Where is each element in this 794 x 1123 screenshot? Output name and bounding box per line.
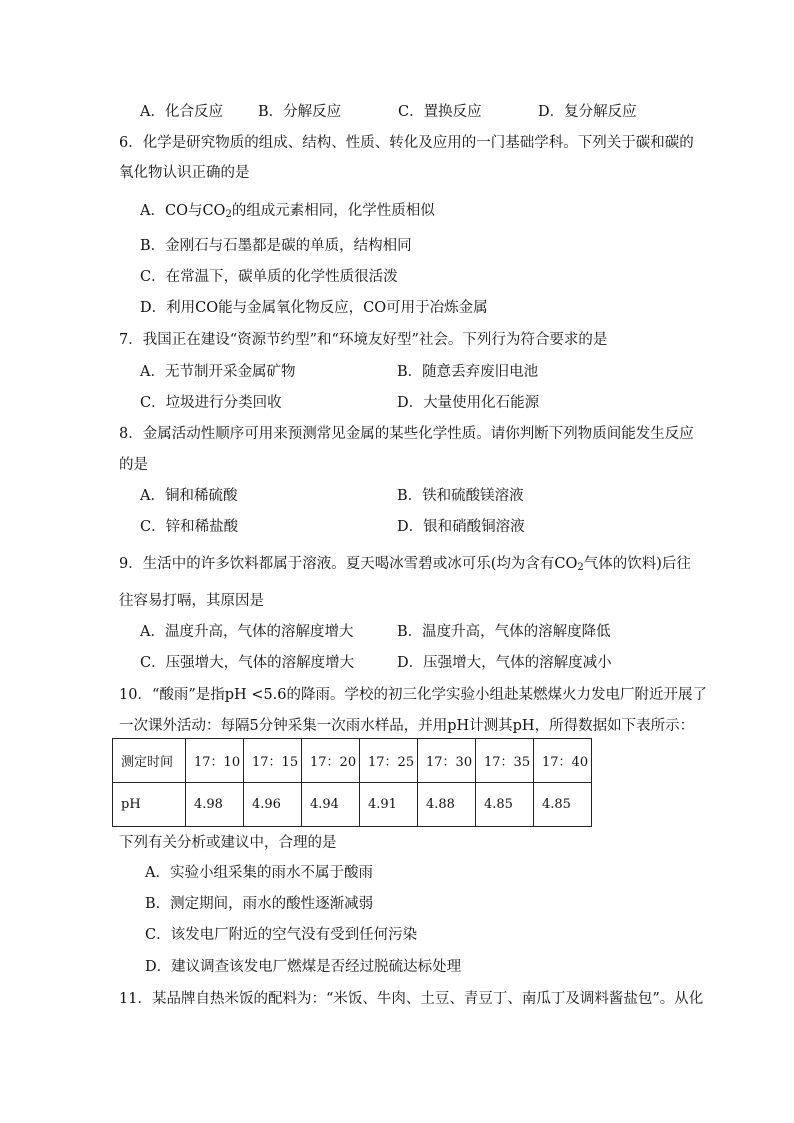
q5-option-c: C．置换反应 [398,104,482,120]
table-cell-time: 17：15 [244,739,302,783]
q9-option-b: B．温度升高，气体的溶解度降低 [397,624,611,640]
table-cell-time: 17：40 [534,739,592,783]
q8-option-c: C．锌和稀盐酸 [140,519,239,535]
q8-option-d: D．银和硝酸铜溶液 [397,519,525,535]
table-cell-ph: 4.85 [534,783,592,827]
table-row [113,739,592,783]
q6-option-d: D．利用CO能与金属氧化物反应，CO可用于冶炼金属 [140,300,488,316]
table-cell-ph: 4.96 [244,783,302,827]
table-cell-time: 17：25 [360,739,418,783]
table-cell-time: 17：30 [418,739,476,783]
table-cell-time: 17：10 [186,739,244,783]
q8-option-a: A．铜和稀硫酸 [140,488,238,504]
q7-option-b: B．随意丢弃废旧电池 [397,364,539,380]
q5-option-b: B．分解反应 [258,104,342,120]
q9-option-c: C．压强增大，气体的溶解度增大 [140,655,355,671]
table-row [113,783,592,827]
table-cell-time: 17：35 [476,739,534,783]
q10-stem-line1: 10．“酸雨”是指pH <5.6的降雨。学校的初三化学实验小组赴某燃煤火力发电厂附近开展了 [119,687,708,703]
q7-option-d: D．大量使用化石能源 [397,395,540,411]
table-cell-ph: 4.91 [360,783,418,827]
q9-option-a: A．温度升高，气体的溶解度增大 [140,624,354,640]
q7-stem: 7．我国正在建设“资源节约型”和“环境友好型”社会。下列行为符合要求的是 [119,332,608,348]
table-header-ph: pH [113,783,186,827]
q6-option-b: B．金刚石与石墨都是碳的单质，结构相同 [140,238,412,254]
table-cell-ph: 4.85 [476,783,534,827]
table-cell-time: 17：20 [302,739,360,783]
q9-stem-line1: 9．生活中的许多饮料都属于溶液。夏天喝冰雪碧或冰可乐(均为含有$CO_2$气体的饮料)后往 [119,556,691,573]
ph-data-table [112,738,592,827]
q7-option-c: C．垃圾进行分类回收 [140,395,282,411]
q6-option-a: A．CO与$CO_2$的组成元素相同，化学性质相似 [140,203,435,220]
q10-option-d: D．建议调查该发电厂燃煤是否经过脱硫达标处理 [145,959,462,975]
q10-option-c: C．该发电厂附近的空气没有受到任何污染 [145,927,418,943]
q10-option-b: B．测定期间，雨水的酸性逐渐减弱 [145,896,374,912]
q5-option-d: D．复分解反应 [538,104,637,120]
table-cell-ph: 4.98 [186,783,244,827]
q6-stem-line1: 6．化学是研究物质的组成、结构、性质、转化及应用的一门基础学科。下列关于碳和碳的 [119,135,694,151]
q10-after-table: 下列有关分析或建议中，合理的是 [119,835,337,851]
q8-option-b: B．铁和硫酸镁溶液 [397,488,524,504]
q8-stem-line2: 的是 [119,457,148,473]
q7-option-a: A．无节制开采金属矿物 [140,364,296,380]
table-cell-ph: 4.88 [418,783,476,827]
q6-stem-line2: 氧化物认识正确的是 [119,165,250,181]
q6-option-c: C．在常温下，碳单质的化学性质很活泼 [140,269,398,285]
q10-option-a: A．实验小组采集的雨水不属于酸雨 [145,865,373,881]
q8-stem-line1: 8．金属活动性顺序可用来预测常见金属的某些化学性质。请你判断下列物质间能发生反应 [119,426,694,442]
q9-stem-line2: 往容易打嗝，其原因是 [119,593,264,609]
q5-option-a: A．化合反应 [140,104,223,120]
q11-stem: 11．某品牌自热米饭的配料为：“米饭、牛肉、土豆、青豆丁、南瓜丁及调料酱盐包”。从化 [119,991,704,1007]
table-header-time: 测定时间 [113,739,186,783]
q10-stem-line2: 一次课外活动：每隔5分钟采集一次雨水样品，并用pH计测其pH，所得数据如下表所示： [119,718,695,734]
table-cell-ph: 4.94 [302,783,360,827]
q9-option-d: D．压强增大，气体的溶解度减小 [397,655,612,671]
